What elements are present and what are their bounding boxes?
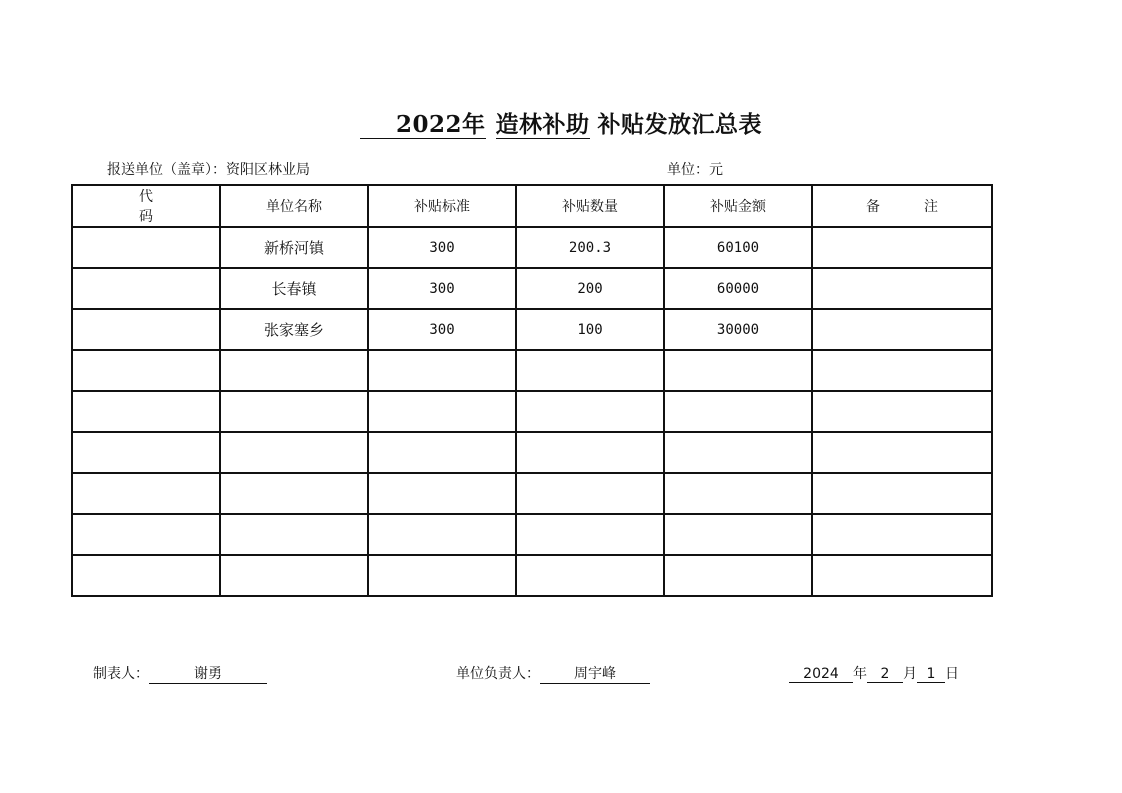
col-header-unit-name: 单位名称 [220, 185, 368, 227]
cell-note [812, 350, 992, 391]
cell-standard [368, 391, 516, 432]
cell-amount [664, 473, 812, 514]
date-year-unit: 年 [853, 666, 867, 682]
cell-quantity [516, 514, 664, 555]
cell-note [812, 555, 992, 596]
cell-unit-name [220, 432, 368, 473]
cell-code [72, 473, 220, 514]
cell-quantity [516, 555, 664, 596]
currency-unit: 单位：元 [667, 162, 723, 178]
cell-code [72, 514, 220, 555]
date-month-unit: 月 [903, 666, 917, 682]
cell-quantity [516, 473, 664, 514]
cell-amount [664, 350, 812, 391]
cell-note [812, 309, 992, 350]
date-day-unit: 日 [945, 666, 959, 682]
cell-standard [368, 514, 516, 555]
date-month: 2 [867, 666, 903, 683]
cell-unit-name [220, 350, 368, 391]
cell-amount: 30000 [664, 309, 812, 350]
cell-standard [368, 350, 516, 391]
cell-quantity: 100 [516, 309, 664, 350]
cell-amount [664, 514, 812, 555]
cell-amount: 60000 [664, 268, 812, 309]
cell-code [72, 350, 220, 391]
date-year: 2024 [789, 666, 853, 683]
cell-standard [368, 432, 516, 473]
document-title [0, 106, 1122, 139]
col-header-note: 备注 [812, 185, 992, 227]
leader-name: 周宇峰 [540, 663, 650, 684]
leader-field [456, 663, 650, 684]
table-row [72, 432, 992, 473]
cell-quantity: 200 [516, 268, 664, 309]
table-row [72, 555, 992, 596]
date-day: 1 [917, 666, 945, 683]
col-header-quantity: 补贴数量 [516, 185, 664, 227]
title-suffix: 补贴发放汇总表 [597, 111, 762, 138]
cell-unit-name [220, 473, 368, 514]
cell-standard: 300 [368, 227, 516, 268]
table-row [72, 473, 992, 514]
cell-code [72, 555, 220, 596]
cell-unit-name: 新桥河镇 [220, 227, 368, 268]
preparer-field [93, 663, 267, 684]
col-header-standard: 补贴标准 [368, 185, 516, 227]
cell-amount: 60100 [664, 227, 812, 268]
preparer-name: 谢勇 [149, 663, 267, 684]
cell-standard: 300 [368, 268, 516, 309]
title-blank-underline [360, 114, 396, 139]
table-row [72, 350, 992, 391]
cell-code [72, 391, 220, 432]
table-row [72, 268, 992, 309]
cell-note [812, 473, 992, 514]
cell-code [72, 432, 220, 473]
title-year: 2022年 [395, 111, 486, 138]
col-header-amount: 补贴金额 [664, 185, 812, 227]
title-project: 造林补助 [495, 111, 590, 138]
cell-quantity: 200.3 [516, 227, 664, 268]
cell-quantity [516, 350, 664, 391]
cell-unit-name [220, 555, 368, 596]
cell-note [812, 227, 992, 268]
date-field [789, 663, 959, 683]
leader-label: 单位负责人： [456, 666, 540, 682]
table-row [72, 391, 992, 432]
table-row [72, 227, 992, 268]
cell-note [812, 432, 992, 473]
table-row [72, 309, 992, 350]
cell-note [812, 514, 992, 555]
cell-quantity [516, 432, 664, 473]
cell-quantity [516, 391, 664, 432]
cell-unit-name [220, 514, 368, 555]
cell-amount [664, 555, 812, 596]
cell-unit-name: 长春镇 [220, 268, 368, 309]
cell-code [72, 227, 220, 268]
cell-note [812, 268, 992, 309]
cell-standard: 300 [368, 309, 516, 350]
cell-standard [368, 473, 516, 514]
cell-standard [368, 555, 516, 596]
cell-unit-name [220, 391, 368, 432]
cell-code [72, 268, 220, 309]
cell-unit-name: 张家塞乡 [220, 309, 368, 350]
table-row [72, 514, 992, 555]
preparer-label: 制表人： [93, 666, 149, 682]
cell-amount [664, 391, 812, 432]
col-header-code: 代码 [72, 185, 220, 227]
cell-note [812, 391, 992, 432]
subsidy-summary-table [71, 184, 993, 597]
cell-amount [664, 432, 812, 473]
cell-code [72, 309, 220, 350]
reporting-unit: 报送单位（盖章）：资阳区林业局 [107, 162, 310, 178]
table-header-row [72, 185, 992, 227]
